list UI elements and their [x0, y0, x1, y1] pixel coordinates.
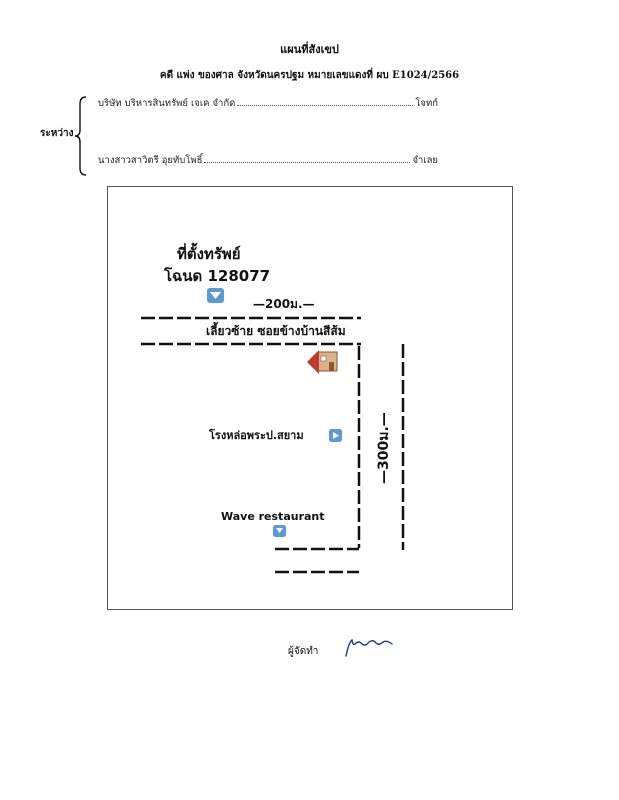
- brace-icon: [74, 96, 88, 176]
- distance-horizontal: —200ม.—: [253, 297, 315, 311]
- between-label: ระหว่าง: [40, 128, 74, 139]
- sketch-map: [107, 186, 513, 610]
- down-arrow-icon: [207, 288, 224, 303]
- distance-vertical: —300ม.—: [376, 412, 392, 484]
- plaintiff-name: บริษัท บริหารสินทรัพย์ เจเค จำกัด: [98, 98, 236, 109]
- defendant-role: จำเลย: [412, 155, 438, 166]
- defendant-name: นางสาวสาวิตรี อุยทับโพธิ์: [98, 155, 203, 166]
- dotted-line: [237, 97, 413, 106]
- case-line: คดี แพ่ง ของศาล จังหวัดนครปฐม หมายเลขแดงที่ ผบ E1024/2566: [159, 70, 460, 81]
- property-label-line2: โฉนด 128077: [164, 267, 271, 285]
- down-arrow-icon: [273, 525, 286, 537]
- document-title: แผนที่สังเขป: [280, 43, 339, 56]
- signer-label: ผู้จัดทำ: [288, 646, 319, 657]
- house-icon: [307, 350, 337, 374]
- landmark-factory: โรงหล่อพระป.สยาม: [209, 429, 304, 442]
- defendant-line: [98, 153, 438, 168]
- dotted-line: [204, 154, 410, 163]
- plaintiff-role: โจทก์: [415, 98, 438, 109]
- right-arrow-icon: [329, 429, 342, 442]
- turn-left-label: เลี้ยวซ้าย ซอยข้างบ้านสีส้ม: [206, 324, 346, 338]
- plaintiff-line: [98, 96, 438, 111]
- property-label-line1: ที่ตั้งทรัพย์: [177, 245, 241, 263]
- landmark-restaurant: Wave restaurant: [221, 510, 325, 523]
- signature: [343, 630, 395, 662]
